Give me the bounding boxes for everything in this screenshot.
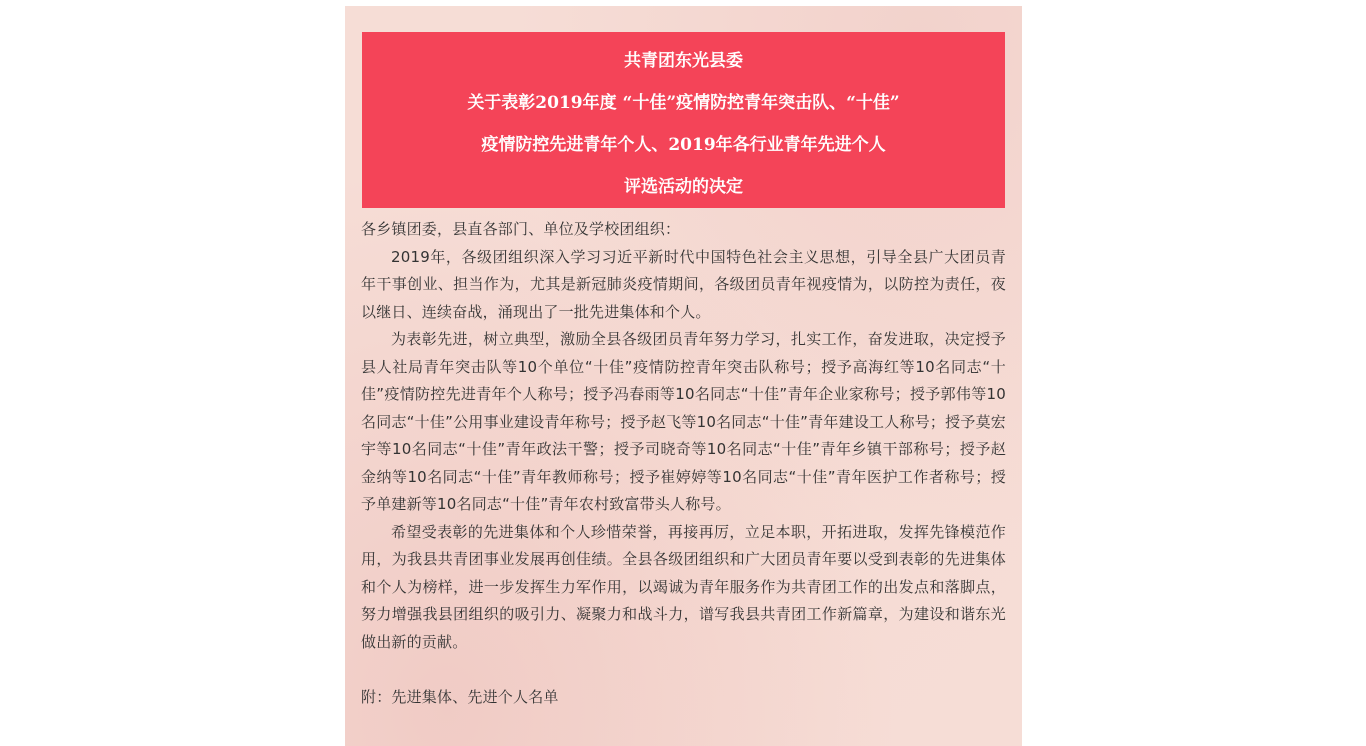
salutation: 各乡镇团委，县直各部门、单位及学校团组织： [361, 220, 681, 238]
attachment-note: 附：先进集体、先进个人名单 [361, 687, 559, 706]
title-line-1: 共青团东光县委 [624, 51, 743, 71]
paragraph-awards: 为表彰先进，树立典型，激励全县各级团员青年努力学习，扎实工作，奋发进取，决定授予县人社局青年突击队等10个单位“十佳”疫情防控青年突击队称号；授予高海红等10名同志“十佳”疫情防控先进青年个人称号；授予冯春雨等10名同志“十佳”青年企业家称号；授予郭伟等10名同志“十佳”公用事业建设青年称号；授予赵飞等10名同志“十佳”青年建设工人称号；授予莫宏宇等10名同志“十佳”青年政法干警；授予司晓奇等10名同志“十佳”青年乡镇干部称号；授予赵金纳等10名同志“十佳”青年教师称号；授予崔婷婷等10名同志“十佳”青年医护工作者称号；授予单建新等10名同志“十佳”青年农村致富带头人称号。 [361, 330, 1006, 513]
title-line-4: 评选活动的决定 [624, 177, 743, 197]
spacer [361, 656, 1006, 684]
paragraph-closing: 希望受表彰的先进集体和个人珍惜荣誉，再接再厉，立足本职，开拓进取，发挥先锋模范作用，为我县共青团事业发展再创佳绩。全县各级团组织和广大团员青年要以受到表彰的先进集体和个人为榜样，进一步发挥生力军作用，以竭诚为青年服务作为共青团工作的出发点和落脚点，努力增强我县团组织的吸引力、凝聚力和战斗力，谱写我县共青团工作新篇章，为建设和谐东光做出新的贡献。 [361, 522, 1006, 651]
title-line-2: 关于表彰2019年度 “十佳”疫情防控青年突击队、“十佳” [467, 93, 900, 113]
title-line-3: 疫情防控先进青年个人、2019年各行业青年先进个人 [481, 135, 886, 155]
title-banner [362, 32, 1005, 208]
article-body [361, 216, 1006, 711]
article-page [345, 6, 1022, 746]
paragraph-intro: 2019年，各级团组织深入学习习近平新时代中国特色社会主义思想，引导全县广大团员青年干事创业、担当作为，尤其是新冠肺炎疫情期间，各级团员青年视疫情为，以防控为责任，夜以继日、连续奋战，涌现出了一批先进集体和个人。 [361, 247, 1006, 321]
